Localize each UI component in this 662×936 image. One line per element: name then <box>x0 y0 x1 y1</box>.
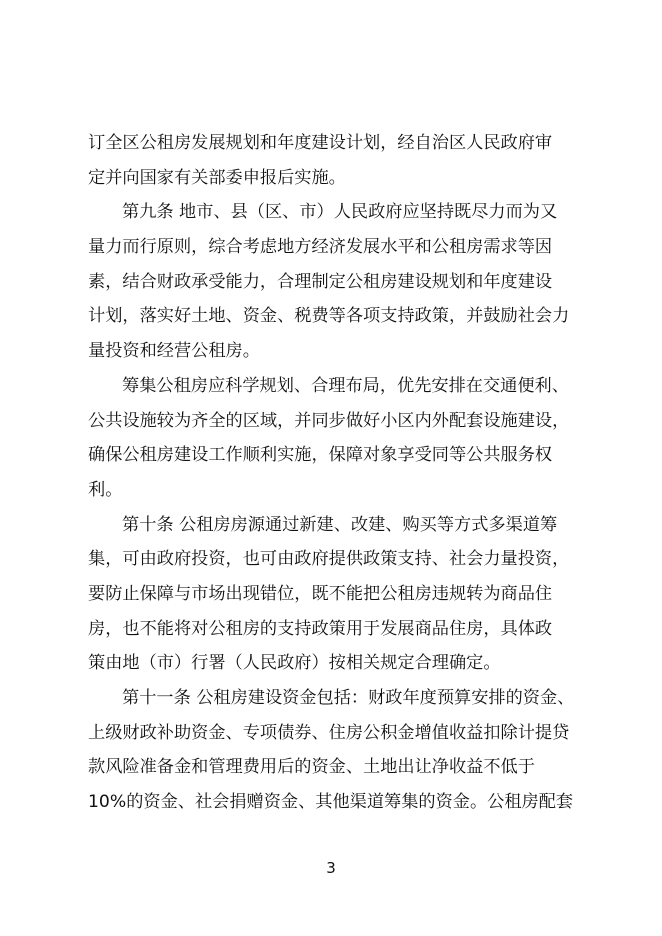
text-line: 利。 <box>88 479 123 500</box>
text-line: 量力而行原则，综合考虑地方经济发展水平和公租房需求等因 <box>88 237 553 258</box>
text-line: 定并向国家有关部委申报后实施。 <box>88 167 346 188</box>
text-line: 量投资和经营公租房。 <box>88 341 260 362</box>
paragraph-start-line: 筹集公租房应科学规划、合理布局，优先安排在交通便利、 <box>122 375 569 396</box>
text-line: 房，也不能将对公租房的支持政策用于发展商品住房，具体政 <box>88 618 553 639</box>
text-line: 确保公租房建设工作顺利实施，保障对象享受同等公共服务权 <box>88 445 553 466</box>
text-line: 计划，落实好土地、资金、税费等各项支持政策，并鼓励社会力 <box>88 306 570 327</box>
page-number: 3 <box>326 859 336 877</box>
text-line: 公共设施较为齐全的区域，并同步做好小区内外配套设施建设， <box>88 410 570 431</box>
text-line: 上级财政补助资金、专项债券、住房公积金增值收益扣除计提贷 <box>88 722 570 743</box>
text-line: 款风险准备金和管理费用后的资金、土地出让净收益不低于 <box>88 757 535 778</box>
text-line: 10%的资金、社会捐赠资金、其他渠道筹集的资金。公租房配套 <box>88 792 574 813</box>
text-line: 订全区公租房发展规划和年度建设计划，经自治区人民政府审 <box>88 133 553 153</box>
article-11-heading-line: 第十一条 公租房建设资金包括：财政年度预算安排的资金、 <box>122 688 575 708</box>
body-text <box>88 126 584 820</box>
text-line: 策由地（市）行署（人民政府）按相关规定合理确定。 <box>88 653 501 674</box>
text-line: 素，结合财政承受能力，合理制定公租房建设规划和年度建设 <box>88 271 553 292</box>
text-line: 集，可由政府投资，也可由政府提供政策支持、社会力量投资， <box>88 549 570 570</box>
article-10-heading-line: 第十条 公租房房源通过新建、改建、购买等方式多渠道筹 <box>122 514 558 535</box>
article-9-heading-line: 第九条 地市、县（区、市）人民政府应坚持既尽力而为又 <box>122 202 558 223</box>
text-line: 要防止保障与市场出现错位，既不能把公租房违规转为商品住 <box>88 583 553 604</box>
